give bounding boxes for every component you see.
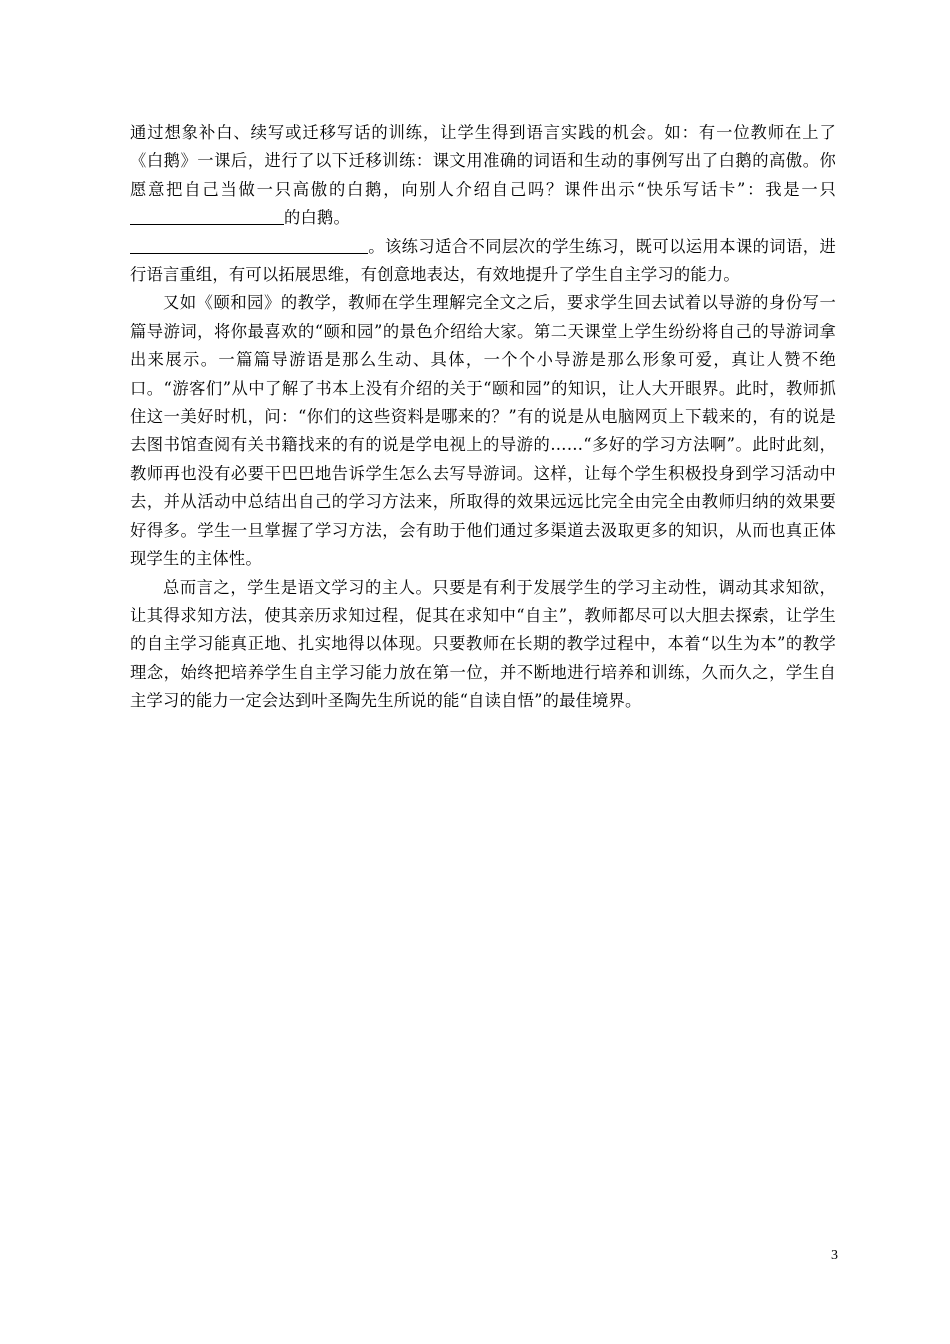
paragraph-summer-palace-example: 又如《颐和园》的教学，教师在学生理解完全文之后，要求学生回去试着以导游的身份写一篇导游词，将你最喜欢的“颐和园”的景色介绍给大家。第二天课堂上学生纷纷将自己的导游词拿出来展示。一篇篇导游语是那么生动、具体，一个个小导游是那么形象可爱，真让人赞不绝口。“游客们”从中了解了书本上没有介绍的关于“颐和园”的知识，让人大开眼界。此时，教师抓住这一美好时机，问：“你们的这些资料是哪来的？”有的说是从电脑网页上下载来的，有的说是去图书馆查阅有关书籍找来的有的说是学电视上的导游的……“多好的学习方法啊”。此时此刻，教师再也没有必要干巴巴地告诉学生怎么去写导游词。这样，让每个学生积极投身到学习活动中去，并从活动中总结出自己的学习方法来，所取得的效果远远比完全由完全由教师归纳的效果要好得多。学生一旦掌握了学习方法，会有助于他们通过多渠道去汲取更多的知识，从而也真正体现学生的主体性。 xyxy=(130,293,836,569)
paragraph-text: 的白鹅。 xyxy=(284,208,350,228)
paragraph-text: 。该练习适合不同层次的学生练习，既可以运用本课的词语，进行语言重组，有可以拓展思维，有创意地表达，有效地提升了学生自主学习的能力。 xyxy=(130,236,836,285)
page-number: 3 xyxy=(831,1248,838,1263)
paragraph-writing-training xyxy=(130,119,836,289)
fill-in-blank-long xyxy=(130,236,368,253)
fill-in-blank-short xyxy=(130,208,284,225)
document-body xyxy=(130,119,836,716)
paragraph-text: 通过想象补白、续写或迁移写话的训练，让学生得到语言实践的机会。如：有一位教师在上了《白鹅》一课后，进行了以下迁移训练：课文用准确的词语和生动的事例写出了白鹅的高傲。你愿意把自己当做一只高傲的白鹅，向别人介绍自己吗？课件出示“快乐写话卡”：我是一只 xyxy=(130,123,836,199)
paragraph-conclusion: 总而言之，学生是语文学习的主人。只要是有利于发展学生的学习主动性，调动其求知欲，让其得求知方法，使其亲历求知过程，促其在求知中“自主”，教师都尽可以大胆去探索，让学生的自主学习能真正地、扎实地得以体现。只要教师在长期的教学过程中，本着“以生为本”的教学理念，始终把培养学生自主学习能力放在第一位，并不断地进行培养和训练，久而久之，学生自主学习的能力一定会达到叶圣陶先生所说的能“自读自悟”的最佳境界。 xyxy=(130,577,836,711)
